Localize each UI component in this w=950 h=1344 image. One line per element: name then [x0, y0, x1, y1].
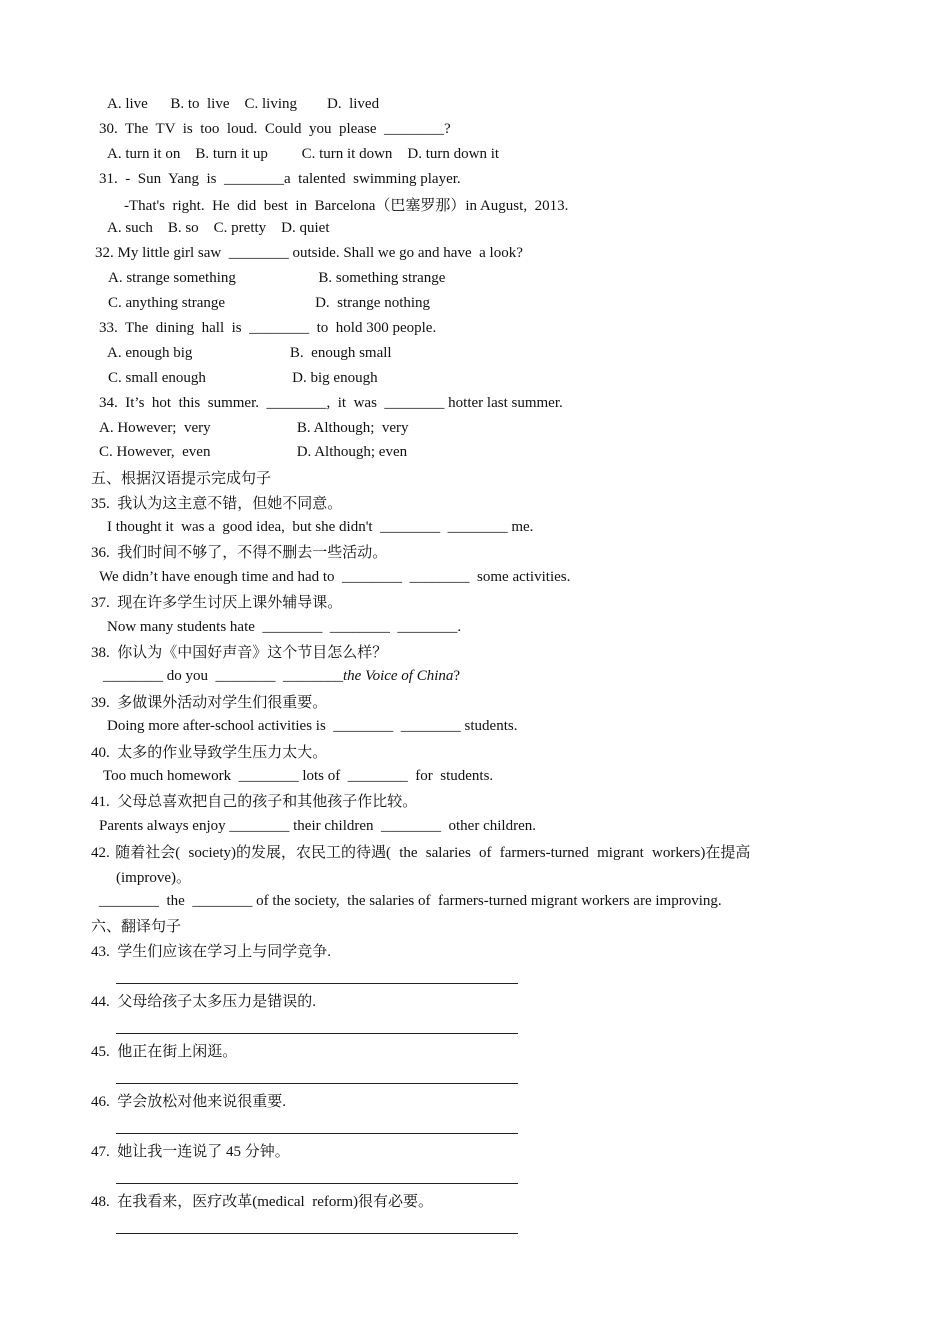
- answer-line-45[interactable]: [116, 1083, 518, 1084]
- answer-line-47[interactable]: [116, 1183, 518, 1184]
- question-42-prompt-cont: (improve)。: [116, 870, 191, 886]
- section-5-heading: 五、根据汉语提示完成句子: [91, 471, 272, 487]
- answer-line-43[interactable]: [116, 983, 518, 984]
- question-33: 33. The dining hall is ________ to hold 300 people.: [99, 320, 437, 336]
- question-35-prompt: 35. 我认为这主意不错，但她不同意。: [91, 496, 343, 512]
- question-47-prompt: 47. 她让我一连说了 45 分钟。: [91, 1144, 290, 1160]
- question-37-sentence: Now many students hate ________ ________ ________.: [107, 619, 462, 635]
- question-30-options: A. turn it on B. turn it up C. turn it down D. turn down it: [107, 146, 500, 162]
- question-31-reply: -That's right. He did best in Barcelona（巴塞罗那）in August, 2013.: [124, 198, 569, 214]
- question-31: 31. - Sun Yang is ________a talented swimming player.: [99, 171, 461, 187]
- question-46-prompt: 46. 学会放松对他来说很重要.: [91, 1094, 287, 1110]
- question-39-sentence: Doing more after-school activities is ________ ________ students.: [107, 718, 518, 734]
- question-32: 32. My little girl saw ________ outside. Shall we go and have a look?: [95, 245, 523, 261]
- question-44-prompt: 44. 父母给孩子太多压力是错误的.: [91, 994, 317, 1010]
- question-34-options-ab: A. However; very B. Although; very: [99, 420, 409, 436]
- question-48-prompt: 48. 在我看来，医疗改革(medical reform)很有必要。: [91, 1194, 434, 1210]
- question-38-sentence: [103, 666, 460, 686]
- question-42-sentence: ________ the ________ of the society, the salaries of farmers-turned migrant workers are improving.: [99, 893, 722, 909]
- question-43-prompt: 43. 学生们应该在学习上与同学竞争.: [91, 944, 332, 960]
- question-33-options-ab: A. enough big B. enough small: [107, 345, 392, 361]
- question-38-prompt: 38. 你认为《中国好声音》这个节目怎么样？: [91, 645, 388, 661]
- question-32-options-cd: C. anything strange D. strange nothing: [108, 295, 431, 311]
- question-34-options-cd: C. However, even D. Although; even: [99, 444, 408, 460]
- question-41-sentence: Parents always enjoy ________ their children ________ other children.: [99, 818, 536, 834]
- question-40-prompt: 40. 太多的作业导致学生压力太大。: [91, 745, 328, 761]
- question-40-sentence: Too much homework ________ lots of ________ for students.: [103, 768, 494, 784]
- question-37-prompt: 37. 现在许多学生讨厌上课外辅导课。: [91, 595, 343, 611]
- question-38-mark: ?: [453, 668, 461, 684]
- question-38-text: ________ do you ________ ________: [103, 668, 343, 684]
- answer-line-44[interactable]: [116, 1033, 518, 1034]
- question-45-prompt: 45. 他正在街上闲逛。: [91, 1044, 238, 1060]
- question-34: 34. It’s hot this summer. ________, it was ________ hotter last summer.: [99, 395, 563, 411]
- answer-line-46[interactable]: [116, 1133, 518, 1134]
- question-30: 30. The TV is too loud. Could you please ________?: [99, 121, 451, 137]
- question-32-options-ab: A. strange something B. something strange: [108, 270, 446, 286]
- question-29-options: A. live B. to live C. living D. lived: [107, 96, 380, 112]
- question-36-prompt: 36. 我们时间不够了，不得不删去一些活动。: [91, 545, 388, 561]
- question-36-sentence: We didn’t have enough time and had to ________ ________ some activities.: [99, 569, 571, 585]
- section-6-heading: 六、翻译句子: [91, 919, 182, 935]
- question-35-sentence: I thought it was a good idea, but she didn't ________ ________ me.: [107, 519, 534, 535]
- question-39-prompt: 39. 多做课外活动对学生们很重要。: [91, 695, 328, 711]
- question-38-program-title: the Voice of China: [343, 668, 454, 684]
- question-41-prompt: 41. 父母总喜欢把自己的孩子和其他孩子作比较。: [91, 794, 418, 810]
- answer-line-48[interactable]: [116, 1233, 518, 1234]
- question-33-options-cd: C. small enough D. big enough: [108, 370, 378, 386]
- question-42-prompt: 42. 随着社会( society)的发展，农民工的待遇( the salaries of farmers-turned migrant workers)在提高: [91, 845, 751, 861]
- question-31-options: A. such B. so C. pretty D. quiet: [107, 220, 330, 236]
